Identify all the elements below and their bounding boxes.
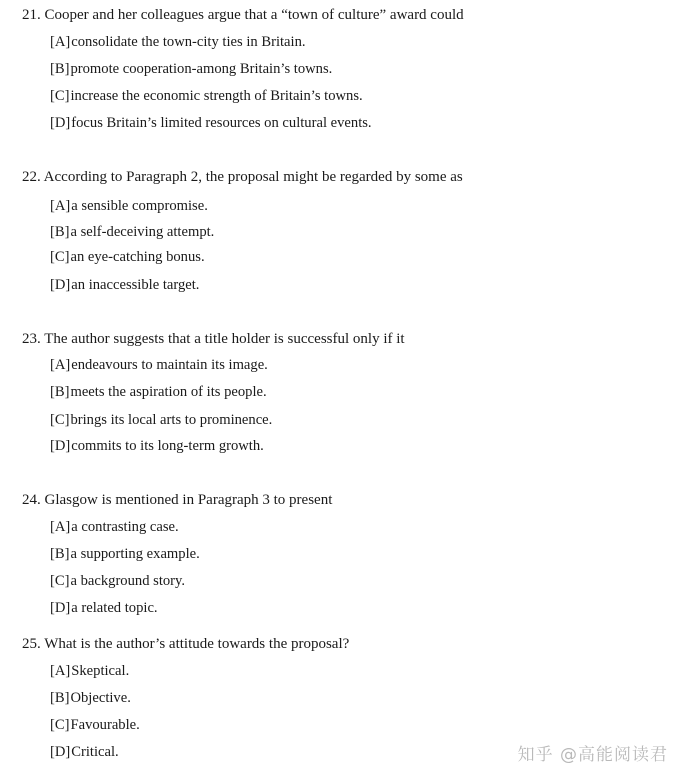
option-letter: [A]	[50, 663, 71, 679]
option-text: meets the aspiration of its people.	[70, 384, 267, 400]
option-text: increase the economic strength of Britain’s towns.	[70, 88, 363, 104]
option-b	[50, 383, 267, 401]
option-text: a contrasting case.	[71, 519, 179, 535]
option-text: Objective.	[70, 690, 131, 706]
option-text: a related topic.	[71, 600, 158, 616]
option-text: consolidate the town-city ties in Britain.	[71, 34, 306, 50]
option-text: a background story.	[70, 573, 186, 589]
option-text: endeavours to maintain its image.	[71, 357, 268, 373]
option-d	[50, 114, 372, 132]
question-stem: 24. Glasgow is mentioned in Paragraph 3 to present	[22, 492, 333, 508]
option-text: a self-deceiving attempt.	[70, 224, 215, 240]
option-letter: [B]	[50, 61, 70, 77]
question-stem: 21. Cooper and her colleagues argue that a “town of culture” award could	[22, 7, 464, 23]
option-text: a sensible compromise.	[71, 198, 208, 214]
watermark: 知乎 @高能阅读君	[517, 745, 668, 765]
option-letter: [D]	[50, 115, 71, 131]
option-a	[50, 33, 306, 51]
option-letter: [A]	[50, 198, 71, 214]
option-a	[50, 662, 129, 680]
option-d	[50, 599, 158, 617]
option-text: promote cooperation-among Britain’s towns.	[70, 61, 333, 77]
option-text: Skeptical.	[71, 663, 130, 679]
option-letter: [C]	[50, 412, 70, 428]
question-stem: 25. What is the author’s attitude towards the proposal?	[22, 636, 350, 652]
option-text: an eye-catching bonus.	[70, 249, 205, 265]
option-letter: [B]	[50, 224, 70, 240]
option-a	[50, 518, 179, 536]
option-text: focus Britain’s limited resources on cultural events.	[71, 115, 372, 131]
option-b	[50, 60, 332, 78]
option-c	[50, 248, 205, 266]
option-letter: [C]	[50, 249, 70, 265]
option-text: commits to its long-term growth.	[71, 438, 264, 454]
option-letter: [D]	[50, 600, 71, 616]
option-d	[50, 743, 119, 761]
option-c	[50, 87, 363, 105]
option-c	[50, 411, 272, 429]
option-b	[50, 689, 131, 707]
option-letter: [A]	[50, 357, 71, 373]
option-letter: [B]	[50, 384, 70, 400]
option-a	[50, 197, 208, 215]
option-c	[50, 572, 185, 590]
option-letter: [D]	[50, 277, 71, 293]
option-letter: [A]	[50, 519, 71, 535]
option-c	[50, 716, 140, 734]
option-d	[50, 276, 199, 294]
option-text: Favourable.	[70, 717, 140, 733]
option-d	[50, 437, 264, 455]
option-a	[50, 356, 268, 374]
option-letter: [D]	[50, 744, 71, 760]
option-b	[50, 545, 200, 563]
option-letter: [C]	[50, 88, 70, 104]
option-text: an inaccessible target.	[71, 277, 200, 293]
question-stem: 22. According to Paragraph 2, the proposal might be regarded by some as	[22, 169, 463, 185]
option-letter: [B]	[50, 546, 70, 562]
option-letter: [B]	[50, 690, 70, 706]
option-text: Critical.	[71, 744, 119, 760]
option-letter: [D]	[50, 438, 71, 454]
option-letter: [C]	[50, 573, 70, 589]
option-letter: [C]	[50, 717, 70, 733]
option-b	[50, 223, 214, 241]
option-letter: [A]	[50, 34, 71, 50]
question-stem: 23. The author suggests that a title holder is successful only if it	[22, 331, 405, 347]
option-text: a supporting example.	[70, 546, 200, 562]
option-text: brings its local arts to prominence.	[70, 412, 273, 428]
